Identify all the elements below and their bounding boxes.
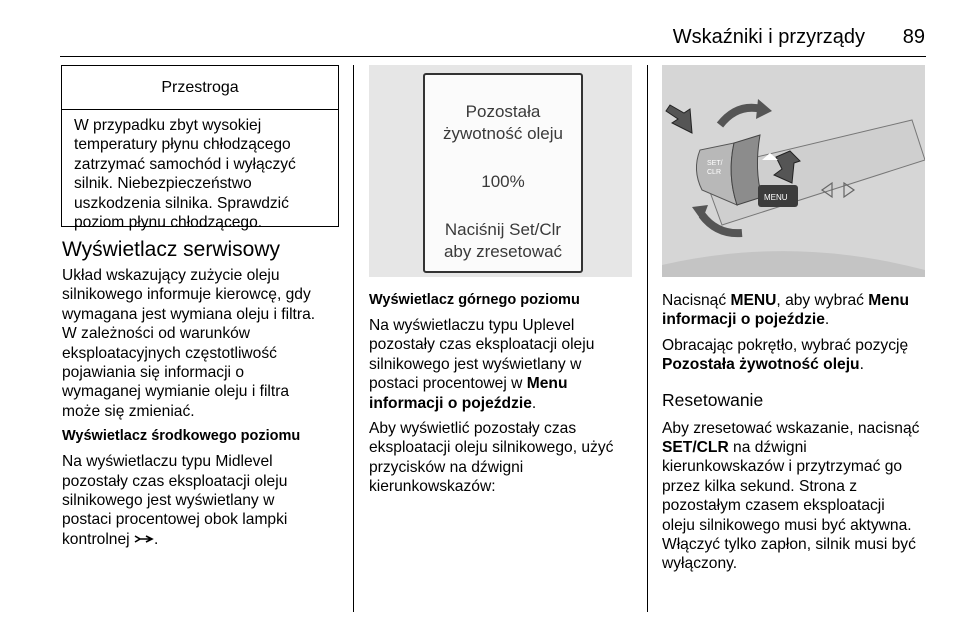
display-illustration xyxy=(369,65,632,277)
uplevel-label: Wyświetlacz górnego poziomu xyxy=(369,292,580,308)
text-line: kierunkowskazów: xyxy=(369,478,496,496)
clr-label-text: CLR xyxy=(707,169,722,176)
text-fragment: . xyxy=(859,356,864,374)
midlevel-paragraph xyxy=(62,452,344,549)
text-line: eksploatacyjnych częstotliwość xyxy=(62,344,277,362)
text-line: pozostały czas eksploatacji oleju xyxy=(62,472,288,490)
text-line: wymagana jest wymiana oleju i filtra. xyxy=(62,305,316,323)
text-line xyxy=(62,530,344,549)
text-line: W zależności od warunków xyxy=(62,325,251,343)
column-divider xyxy=(353,65,354,612)
intro-paragraph xyxy=(62,266,344,421)
caution-text xyxy=(62,110,338,232)
page-number: 89 xyxy=(902,26,925,48)
text-fragment: postaci procentowej w xyxy=(369,375,523,393)
set-label-text: SET/ xyxy=(707,160,723,167)
text-line: Na wyświetlaczu typu Uplevel xyxy=(369,317,575,334)
text-line: pozostałym czasem eksploatacji xyxy=(662,497,885,515)
menu-item-name: Pozostała żywotność oleju xyxy=(662,356,860,374)
menu-name: Menu xyxy=(526,375,568,393)
oil-change-lamp-icon xyxy=(134,531,154,548)
display-hint: Naciśnij Set/Clr xyxy=(444,220,562,239)
text-line: wymaganej wymianie oleju i filtra xyxy=(62,383,290,401)
text-line: kierunkowskazów i przytrzymać go xyxy=(662,458,903,476)
set-clr-key: SET/CLR xyxy=(662,439,729,457)
uplevel-paragraph xyxy=(369,316,637,413)
text-line: pojawiania się informacji o xyxy=(62,364,245,382)
middle-column xyxy=(369,291,637,497)
text-line xyxy=(662,291,942,310)
text-line: silnikowego jest wyświetlany w xyxy=(62,492,275,510)
text-line: Aby wyświetlić pozostały czas xyxy=(369,420,577,438)
lever-illustration xyxy=(662,65,925,277)
caution-line: W przypadku zbyt wysokiej xyxy=(74,117,262,134)
menu-paragraph xyxy=(662,291,942,330)
menu-key: MENU xyxy=(730,292,777,309)
text-line: Aby zresetować wskazanie, nacisnąć xyxy=(662,419,920,437)
text-line xyxy=(662,355,942,374)
text-line: przycisków na dźwigni xyxy=(369,458,524,476)
text-line: wyłączony. xyxy=(662,555,738,573)
text-line: pozostały czas eksploatacji oleju xyxy=(369,336,595,354)
right-column xyxy=(662,291,942,574)
text-line: postaci procentowej obok lampki xyxy=(62,511,288,529)
text-line: silnikowego jest wyświetlany w xyxy=(369,355,582,373)
left-column xyxy=(62,238,344,549)
text-line: przez kilka sekund. Strona z xyxy=(662,477,858,495)
caution-title: Przestroga xyxy=(62,66,338,110)
caution-line: zatrzymać samochód i wyłączyć xyxy=(74,155,296,173)
text-fragment: . xyxy=(824,311,830,329)
display-percent: 100% xyxy=(481,172,525,191)
view-paragraph xyxy=(369,419,637,497)
reset-heading: Resetowanie xyxy=(662,389,764,410)
text-fragment: Nacisnąć xyxy=(662,292,727,309)
text-line: Obracając pokrętło, wybrać pozycję xyxy=(662,336,909,354)
text-line xyxy=(662,310,942,329)
display-line: Pozostała xyxy=(465,102,541,121)
reset-paragraph xyxy=(662,419,942,574)
menu-name: informacji o pojeździe xyxy=(662,311,825,329)
select-paragraph xyxy=(662,336,942,375)
text-fragment: na dźwigni xyxy=(728,439,807,457)
text-line xyxy=(369,374,637,393)
text-line: Włączyć tylko zapłon, silnik musi być xyxy=(662,536,916,554)
menu-button-label: MENU xyxy=(764,193,788,202)
header-title: Wskaźniki i przyrządy xyxy=(672,26,865,48)
midlevel-label: Wyświetlacz środkowego poziomu xyxy=(62,428,301,445)
section-heading: Wyświetlacz serwisowy xyxy=(62,238,281,261)
display-hint: aby zresetować xyxy=(443,242,563,261)
text-line: oleju silnikowego musi być aktywna. xyxy=(662,516,912,534)
display-screen xyxy=(423,73,583,273)
text-fragment: kontrolnej xyxy=(62,530,130,548)
text-line xyxy=(369,394,637,413)
caution-line: silnik. Niebezpieczeństwo xyxy=(74,175,252,193)
text-line xyxy=(662,438,942,457)
menu-name: informacji o pojeździe xyxy=(369,394,532,412)
header-rule xyxy=(60,56,926,57)
column-divider xyxy=(647,65,648,612)
caution-line: uszkodzenia silnika. Sprawdzić xyxy=(74,194,289,212)
display-line: żywotność oleju xyxy=(442,124,563,143)
caution-box xyxy=(61,65,339,232)
text-line: silnikowego informuje kierowcę, gdy xyxy=(62,286,311,304)
text-fragment: . xyxy=(153,530,159,548)
text-fragment: . xyxy=(531,394,537,412)
text-line: Układ wskazujący zużycie oleju xyxy=(62,267,280,284)
menu-name: Menu xyxy=(868,292,910,309)
caution-line: poziom płynu chłodzącego. xyxy=(74,214,263,232)
text-fragment: , aby wybrać xyxy=(776,292,864,309)
text-line: Na wyświetlaczu typu Midlevel xyxy=(62,453,273,471)
caution-line: temperatury płynu chłodzącego xyxy=(74,136,291,154)
text-line: eksploatacji oleju silnikowego, użyć xyxy=(369,439,614,457)
text-line: może się zmieniać. xyxy=(62,402,195,420)
